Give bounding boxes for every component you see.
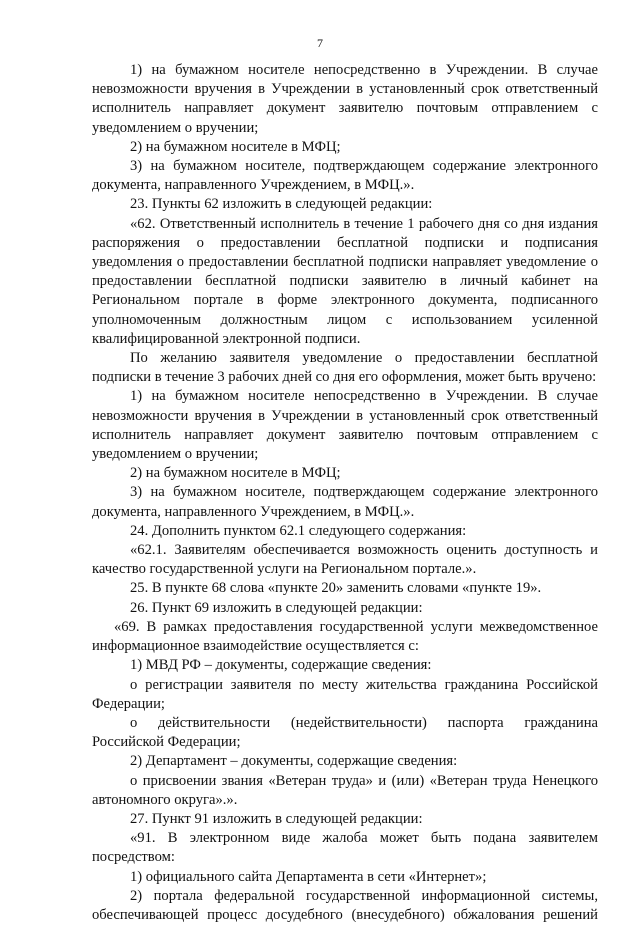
paragraph: По желанию заявителя уведомление о предоставлении бесплатной подписки в течение 3 рабочих дней со дня его оформления, может быть вручено: <box>92 350 598 386</box>
paragraph: 1) МВД РФ – документы, содержащие сведения: <box>130 657 432 674</box>
paragraph: 24. Дополнить пунктом 62.1 следующего содержания: <box>130 522 467 539</box>
paragraph: 27. Пункт 91 изложить в следующей редакции: <box>130 810 423 827</box>
paragraph: 2) на бумажном носителе в МФЦ; <box>130 138 341 155</box>
paragraph: «62.1. Заявителям обеспечивается возможность оценить доступность и качество государственной услуги на Региональном портале.». <box>92 542 598 578</box>
paragraph: 1) на бумажном носителе непосредственно в Учреждении. В случае невозможности вручения в Учреждении в установленный срок ответственный исполнитель направляет документ заявителю почтовым отправлением с уведомлением о вручении; <box>92 62 598 136</box>
paragraph: о регистрации заявителя по месту жительства гражданина Российской Федерации; <box>92 676 598 712</box>
document-body <box>92 61 598 925</box>
paragraph: 3) на бумажном носителе, подтверждающем содержание электронного документа, направленного Учреждением, в МФЦ.». <box>92 484 598 520</box>
page-number: 7 <box>317 36 323 50</box>
paragraph: 2) Департамент – документы, содержащие сведения: <box>130 753 458 770</box>
paragraph: о присвоении звания «Ветеран труда» и (или) «Ветеран труда Ненецкого автономного округа».». <box>92 772 598 808</box>
paragraph: «69. В рамках предоставления государственной услуги межведомственное информационное взаимодействие осуществляется с: <box>92 618 598 655</box>
paragraph: 1) официального сайта Департамента в сети «Интернет»; <box>130 868 487 885</box>
paragraph: «62. Ответственный исполнитель в течение 1 рабочего дня со дня издания распоряжения о предоставлении бесплатной подписки и подписания уведомления о предоставлении бесплатной подписки направляет уведомление о предоставлении бесплатной подписки заявителю в личный кабинет на Региональном портале в форме электронного документа, подписанного уполномоченным должностным лицом с использованием усиленной квалифицированной электронной подписи. <box>92 215 598 347</box>
paragraph: 26. Пункт 69 изложить в следующей редакции: <box>130 599 423 616</box>
paragraph: 1) на бумажном носителе непосредственно в Учреждении. В случае невозможности вручения в Учреждении в установленный срок ответственный исполнитель направляет документ заявителю почтовым отправлением с уведомлением о вручении; <box>92 388 598 463</box>
paragraph: 3) на бумажном носителе, подтверждающем содержание электронного документа, направленного Учреждением, в МФЦ.». <box>92 158 598 194</box>
paragraph: 23. Пункты 62 изложить в следующей редакции: <box>130 196 433 213</box>
paragraph: 2) на бумажном носителе в МФЦ; <box>130 465 341 482</box>
paragraph: о действительности (недействительности) паспорта гражданина Российской Федерации; <box>92 714 598 751</box>
paragraph: 2) портала федеральной государственной информационной системы, обеспечивающей процесс досудебного (внесудебного) обжалования решений <box>92 887 598 923</box>
paragraph: 25. В пункте 68 слова «пункте 20» заменить словами «пункте 19». <box>130 580 542 597</box>
paragraph: «91. В электронном виде жалоба может быть подана заявителем посредством: <box>92 830 598 866</box>
